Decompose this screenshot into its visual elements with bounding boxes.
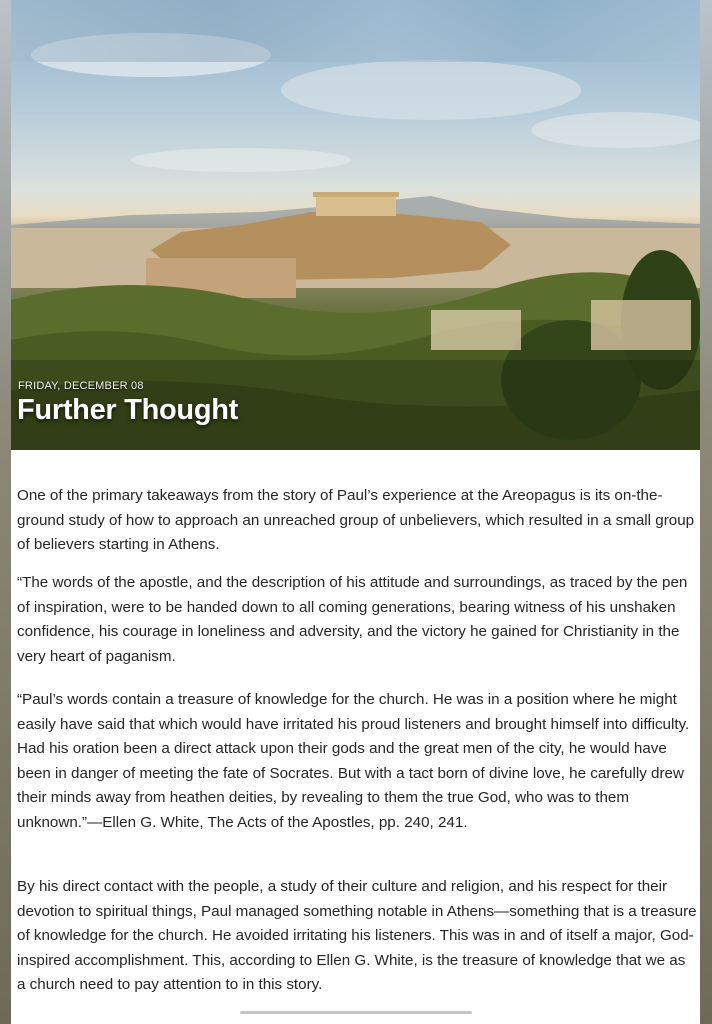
article-paragraph: “Paul’s words contain a treasure of knowledge for the church. He was in a position where he might easily have said that which would have irritated his proud listeners and brought himself into difficulty. Had his oration been a direct attack upon their gods and the great men of the city, he would have been in danger of meeting the fate of Socrates. But with a tact born of divine love, he carefully drew their minds away from heathen deities, by revealing to them the true God, who was to them unknown.”—Ellen G. White, The Acts of the Apostles, pp. 240, 241. (17, 691, 690, 831)
page-title: Further Thought (17, 394, 239, 426)
status-bar-blurred (11, 0, 700, 62)
scroll-indicator[interactable] (240, 1011, 472, 1014)
article-paragraph: By his direct contact with the people, a study of their culture and religion, and his respect for their devotion to spiritual things, Paul managed something notable in Athens—something that is a treasure of knowledge for the church. He avoided irritating his listeners. This was in and of itself a major, God-inspired accomplishment. This, according to Ellen G. White, is the treasure of knowledge that we as a church need to pay attention to in this story. (17, 878, 697, 994)
lesson-date: FRIDAY, DECEMBER 08 (18, 380, 144, 392)
left-frame-edge (0, 0, 11, 1024)
right-frame-edge (700, 0, 712, 1024)
article-paragraph: “The words of the apostle, and the description of his attitude and surroundings, as traced by the pen of inspiration, were to be handed down to all coming generations, bearing witness of his unshaken confidence, his courage in loneliness and adversity, and the victory he gained for Christianity in the very heart of paganism. (17, 574, 688, 665)
article-body (11, 450, 700, 1024)
article-paragraph: One of the primary takeaways from the story of Paul’s experience at the Areopagus is its on-the-ground study of how to approach an unreached group of unbelievers, which resulted in a small group of believers starting in Athens. (17, 487, 695, 554)
